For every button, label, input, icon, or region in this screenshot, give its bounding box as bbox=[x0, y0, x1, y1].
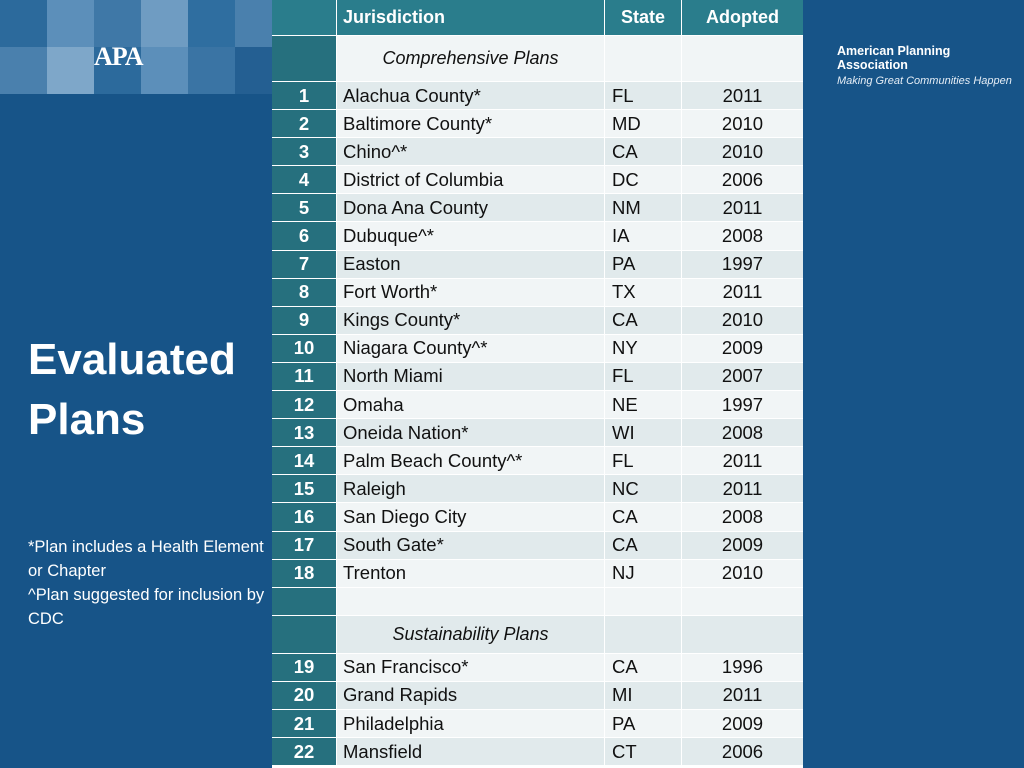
row-jurisdiction: Oneida Nation* bbox=[337, 419, 605, 447]
spacer-row bbox=[272, 588, 803, 616]
table-row bbox=[272, 222, 803, 250]
row-adopted: 2011 bbox=[682, 682, 803, 710]
table-row bbox=[272, 654, 803, 682]
row-state: WI bbox=[605, 419, 682, 447]
row-state: CT bbox=[605, 738, 682, 766]
row-adopted: 1997 bbox=[682, 251, 803, 279]
table-row bbox=[272, 532, 803, 560]
row-adopted: 2006 bbox=[682, 738, 803, 766]
section-row-comprehensive bbox=[272, 36, 803, 82]
table-row bbox=[272, 307, 803, 335]
table-row bbox=[272, 110, 803, 138]
row-adopted: 1996 bbox=[682, 654, 803, 682]
header-number bbox=[272, 0, 337, 36]
row-number: 14 bbox=[272, 447, 337, 475]
row-adopted: 2008 bbox=[682, 503, 803, 531]
row-adopted: 1997 bbox=[682, 391, 803, 419]
row-state: PA bbox=[605, 251, 682, 279]
row-state: NE bbox=[605, 391, 682, 419]
row-number: 3 bbox=[272, 138, 337, 166]
footnote-health: *Plan includes a Health Element or Chapter bbox=[28, 538, 264, 580]
row-state: FL bbox=[605, 447, 682, 475]
table-row bbox=[272, 682, 803, 710]
table-header-row bbox=[272, 0, 803, 36]
row-number: 20 bbox=[272, 682, 337, 710]
table-row bbox=[272, 363, 803, 391]
row-number: 4 bbox=[272, 166, 337, 194]
row-adopted: 2011 bbox=[682, 447, 803, 475]
table-row bbox=[272, 475, 803, 503]
row-state: NY bbox=[605, 335, 682, 363]
row-adopted: 2011 bbox=[682, 82, 803, 110]
section-label-sustainability: Sustainability Plans bbox=[337, 616, 605, 654]
row-jurisdiction: North Miami bbox=[337, 363, 605, 391]
row-jurisdiction: Trenton bbox=[337, 560, 605, 588]
apa-logo: APA bbox=[94, 42, 143, 71]
row-adopted: 2008 bbox=[682, 222, 803, 250]
row-number: 11 bbox=[272, 363, 337, 391]
row-state: CA bbox=[605, 654, 682, 682]
row-number: 22 bbox=[272, 738, 337, 766]
row-number: 17 bbox=[272, 532, 337, 560]
row-adopted: 2006 bbox=[682, 166, 803, 194]
row-adopted: 2010 bbox=[682, 138, 803, 166]
row-number: 2 bbox=[272, 110, 337, 138]
row-jurisdiction: Philadelphia bbox=[337, 710, 605, 738]
table-row bbox=[272, 447, 803, 475]
row-jurisdiction: Niagara County^* bbox=[337, 335, 605, 363]
row-adopted: 2009 bbox=[682, 335, 803, 363]
row-jurisdiction: South Gate* bbox=[337, 532, 605, 560]
slide-title-line-2: Plans bbox=[28, 395, 146, 444]
row-state: NJ bbox=[605, 560, 682, 588]
table-row bbox=[272, 82, 803, 110]
row-number: 5 bbox=[272, 194, 337, 222]
row-jurisdiction: Easton bbox=[337, 251, 605, 279]
slide-title-line-1: Evaluated bbox=[28, 335, 236, 384]
footnote-cdc: ^Plan suggested for inclusion by CDC bbox=[28, 586, 265, 628]
brand-name: American Planning Association bbox=[837, 44, 951, 72]
row-state: TX bbox=[605, 279, 682, 307]
row-state: CA bbox=[605, 138, 682, 166]
row-state: FL bbox=[605, 82, 682, 110]
row-adopted: 2010 bbox=[682, 110, 803, 138]
row-jurisdiction: Dubuque^* bbox=[337, 222, 605, 250]
row-jurisdiction: Fort Worth* bbox=[337, 279, 605, 307]
slide-title bbox=[28, 330, 236, 450]
row-number: 21 bbox=[272, 710, 337, 738]
row-jurisdiction: Kings County* bbox=[337, 307, 605, 335]
table-row bbox=[272, 138, 803, 166]
row-adopted: 2008 bbox=[682, 419, 803, 447]
row-adopted: 2011 bbox=[682, 475, 803, 503]
row-state: DC bbox=[605, 166, 682, 194]
brand-block bbox=[837, 44, 1024, 87]
row-number: 8 bbox=[272, 279, 337, 307]
table-row bbox=[272, 710, 803, 738]
row-number: 6 bbox=[272, 222, 337, 250]
row-jurisdiction: Dona Ana County bbox=[337, 194, 605, 222]
table-row bbox=[272, 279, 803, 307]
row-jurisdiction: San Diego City bbox=[337, 503, 605, 531]
row-state: CA bbox=[605, 307, 682, 335]
plans-table bbox=[272, 0, 803, 768]
row-adopted: 2010 bbox=[682, 560, 803, 588]
row-number: 15 bbox=[272, 475, 337, 503]
header-adopted: Adopted bbox=[682, 0, 803, 36]
row-number: 9 bbox=[272, 307, 337, 335]
section-label-comprehensive: Comprehensive Plans bbox=[337, 36, 605, 82]
row-number: 12 bbox=[272, 391, 337, 419]
row-jurisdiction: Palm Beach County^* bbox=[337, 447, 605, 475]
table-row bbox=[272, 166, 803, 194]
section-row-sustainability bbox=[272, 616, 803, 654]
row-jurisdiction: Omaha bbox=[337, 391, 605, 419]
row-jurisdiction: Alachua County* bbox=[337, 82, 605, 110]
header-state: State bbox=[605, 0, 682, 36]
row-adopted: 2011 bbox=[682, 279, 803, 307]
row-jurisdiction: Raleigh bbox=[337, 475, 605, 503]
footnotes bbox=[28, 535, 268, 631]
row-jurisdiction: San Francisco* bbox=[337, 654, 605, 682]
table-row bbox=[272, 419, 803, 447]
row-jurisdiction: Mansfield bbox=[337, 738, 605, 766]
header-jurisdiction: Jurisdiction bbox=[337, 0, 605, 36]
brand-tagline: Making Great Communities Happen bbox=[837, 75, 1012, 87]
row-jurisdiction: Chino^* bbox=[337, 138, 605, 166]
row-number: 19 bbox=[272, 654, 337, 682]
row-jurisdiction: Baltimore County* bbox=[337, 110, 605, 138]
row-adopted: 2009 bbox=[682, 710, 803, 738]
row-number: 13 bbox=[272, 419, 337, 447]
row-number: 7 bbox=[272, 251, 337, 279]
row-state: CA bbox=[605, 532, 682, 560]
row-state: MD bbox=[605, 110, 682, 138]
row-jurisdiction: District of Columbia bbox=[337, 166, 605, 194]
row-adopted: 2009 bbox=[682, 532, 803, 560]
row-state: FL bbox=[605, 363, 682, 391]
table-row bbox=[272, 335, 803, 363]
row-jurisdiction: Grand Rapids bbox=[337, 682, 605, 710]
table-row bbox=[272, 503, 803, 531]
row-state: PA bbox=[605, 710, 682, 738]
row-adopted: 2010 bbox=[682, 307, 803, 335]
row-adopted: 2011 bbox=[682, 194, 803, 222]
row-state: NC bbox=[605, 475, 682, 503]
table-row bbox=[272, 251, 803, 279]
table-row bbox=[272, 391, 803, 419]
table-row bbox=[272, 560, 803, 588]
row-number: 10 bbox=[272, 335, 337, 363]
row-state: MI bbox=[605, 682, 682, 710]
row-state: NM bbox=[605, 194, 682, 222]
row-number: 1 bbox=[272, 82, 337, 110]
row-number: 18 bbox=[272, 560, 337, 588]
table-row bbox=[272, 194, 803, 222]
row-number: 16 bbox=[272, 503, 337, 531]
row-state: CA bbox=[605, 503, 682, 531]
table-row bbox=[272, 738, 803, 766]
row-adopted: 2007 bbox=[682, 363, 803, 391]
row-state: IA bbox=[605, 222, 682, 250]
